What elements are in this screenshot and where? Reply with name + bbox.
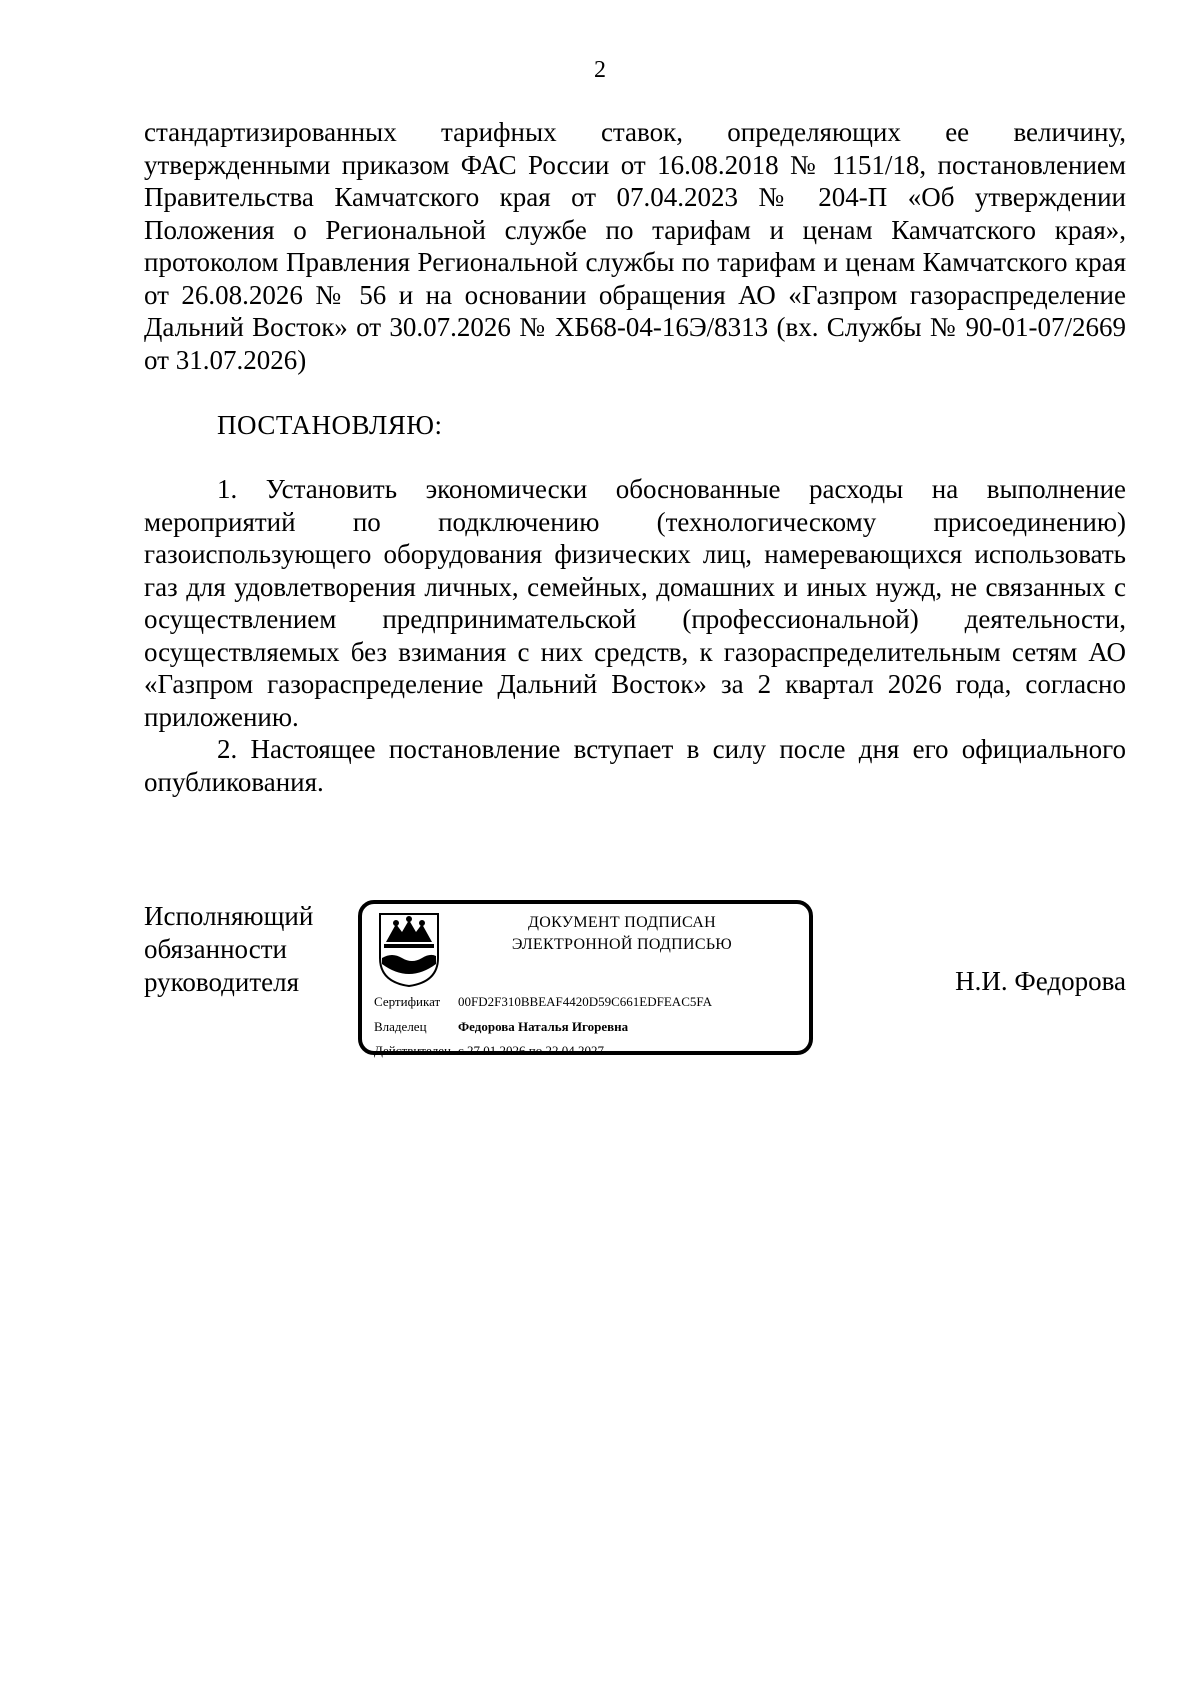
stamp-heading xyxy=(472,912,772,956)
signer-title-line: обязанности xyxy=(144,934,287,964)
clauses-block xyxy=(144,473,1126,798)
signer-title-line: руководителя xyxy=(144,967,300,997)
stamp-heading-line-1: ДОКУМЕНТ ПОДПИСАН xyxy=(528,914,716,931)
decree-word: ПОСТАНОВЛЯЮ: xyxy=(217,410,443,440)
stamp-heading-line-2: ЭЛЕКТРОННОЙ ПОДПИСЬЮ xyxy=(511,936,733,953)
stamp-validity-row xyxy=(374,1043,604,1059)
intro-paragraph-block xyxy=(144,116,1126,376)
stamp-owner-row xyxy=(374,1019,628,1035)
valid-label: Действителен xyxy=(374,1043,451,1058)
signer-title xyxy=(144,900,313,999)
intro-paragraph: стандартизированных тарифных ставок, определяющих ее величину, утвержденными приказом ФАС России от 16.08.2018 № 1151/18, постановлением Правительства Камчатского края от 07.04.2023 № 204-П «Об утверждении Положения о Региональной службе по тарифам и ценам Камчатского края», протоколом Правления Региональной службы по тарифам и ценам Камчатского края от 26.08.2026 № 56 и на основании обращения АО «Газпром газораспределение Дальний Восток» от 30.07.2026 № ХБ68-04-16Э/8313 (вх. Службы № 90-01-07/2669 от 31.07.2026) xyxy=(144,117,1126,375)
signer-name: Н.И. Федорова xyxy=(955,966,1126,996)
owner-value: Федорова Наталья Игоревна xyxy=(458,1019,629,1034)
owner-label: Владелец xyxy=(374,1019,427,1034)
page-number: 2 xyxy=(594,57,606,83)
clause-1: 1. Установить экономически обоснованные расходы на выполнение мероприятий по подключению (технологическому присоединению) газоиспользующего оборудования физических лиц, намеревающихся использовать газ для удовлетворения личных, семейных, домашних и иных нужд, не связанных с осуществлением предпринимательской (профессиональной) деятельности, осуществляемых без взимания с них средств, к газораспределительным сетям АО «Газпром газораспределение Дальний Восток» за 2 квартал 2026 года, согласно приложению. xyxy=(144,474,1126,732)
kamchatka-coat-of-arms-icon xyxy=(378,912,440,988)
stamp-certificate-row xyxy=(374,994,712,1010)
clause-2: 2. Настоящее постановление вступает в силу после дня его официального опубликования. xyxy=(144,734,1126,797)
signer-title-line: Исполняющий xyxy=(144,901,314,931)
electronic-signature-stamp xyxy=(358,900,813,1058)
valid-value: с 27.01.2026 по 22.04.2027 xyxy=(458,1043,604,1058)
certificate-value: 00FD2F310BBEAF4420D59C661EDFEAC5FA xyxy=(458,994,713,1009)
certificate-label: Сертификат xyxy=(374,994,441,1009)
